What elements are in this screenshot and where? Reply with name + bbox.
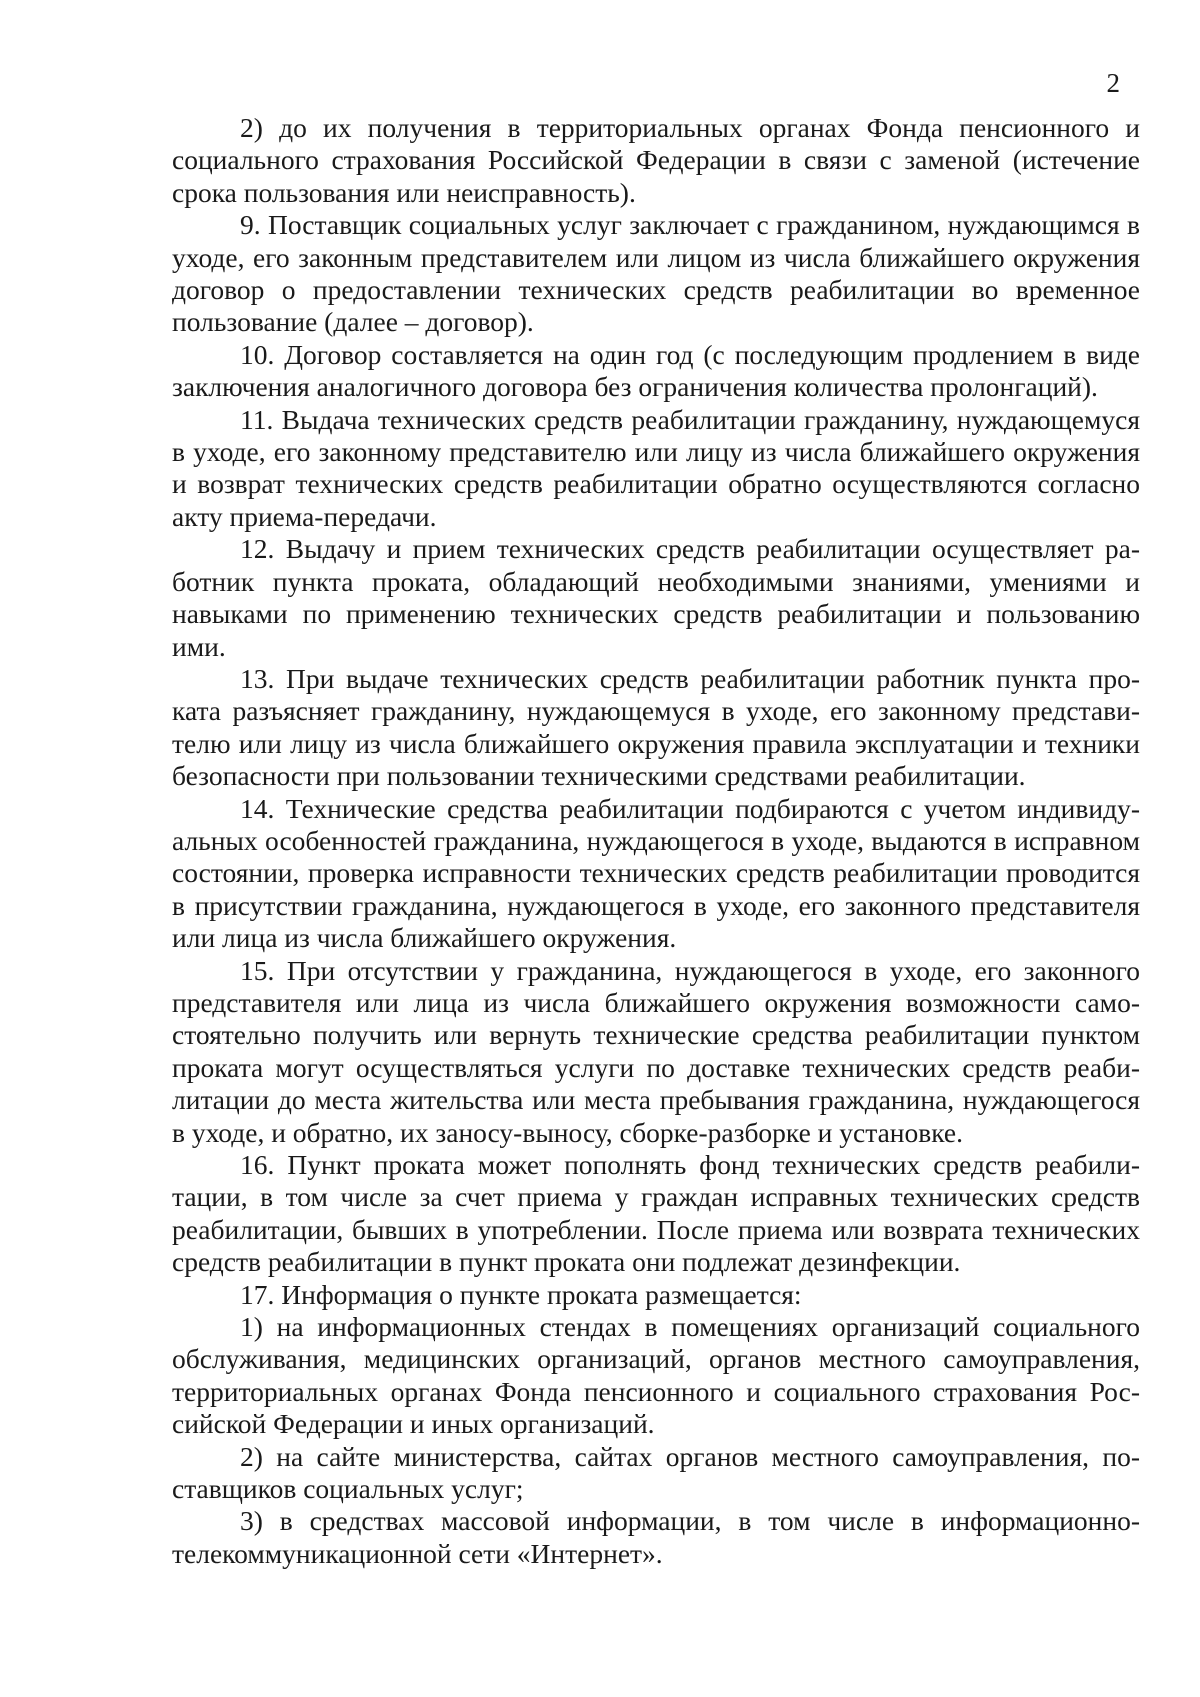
paragraph-17-3: 3) в средствах массовой информации, в том числе в информационно-телекоммуникационной сети «Интернет». [172, 1505, 1140, 1569]
paragraph-11: 11. Выдача технических средств реабилитации гражданину, нуждающемуся в уходе, его законному представителю или лицу из числа ближайшего окружения и возврат технических средств реабилитации обратно осуществляются согласно акту приема-передачи. [172, 403, 1140, 532]
paragraph-15: 15. При отсутствии у гражданина, нуждающегося в уходе, его законного представителя или лица из числа ближайшего окружения возможности самостоятельно получить или вернуть технические средства реабилитации пунктом проката могут осуществляться услуги по доставке технических средств реабилитации до места жительства или места пребывания гражданина, нуждающегося в уходе, и обратно, их заносу-выносу, сборке-разборке и установке. [172, 954, 1140, 1148]
page-number: 2 [1106, 68, 1120, 98]
paragraph-13: 13. При выдаче технических средств реабилитации работник пункта проката разъясняет гражданину, нуждающемуся в уходе, его законному представителю или лицу из числа ближайшего окружения правила эксплуатации и техники безопасности при пользовании техническими средствами реабилитации. [172, 662, 1140, 792]
paragraph-14: 14. Технические средства реабилитации подбираются с учетом индивидуальных особенностей гражданина, нуждающегося в уходе, выдаются в исправном состоянии, проверка исправности технических средств реабилитации проводится в присутствии гражданина, нуждающегося в уходе, его законного представителя или лица из числа ближайшего окружения. [172, 792, 1140, 954]
paragraph-8-2: 2) до их получения в территориальных органах Фонда пенсионного и социального страхования Российской Федерации в связи с заменой (истечение срока пользования или неисправность). [172, 112, 1140, 208]
paragraph-12: 12. Выдачу и прием технических средств реабилитации осуществляет работник пункта проката, обладающий необходимыми знаниями, умениями и навыками по применению технических средств реабилитации и пользованию ими. [172, 533, 1140, 662]
paragraph-17: 17. Информация о пункте проката размещается: [240, 1278, 802, 1310]
paragraph-9: 9. Поставщик социальных услуг заключает с гражданином, нуждающимся в уходе, его законным представителем или лицом из числа ближайшего окружения договор о предоставлении технических средств реабилитации во временное пользование (далее – договор). [172, 209, 1140, 338]
paragraph-17-2: 2) на сайте министерства, сайтах органов местного самоуправления, поставщиков социальных услуг; [172, 1440, 1140, 1505]
paragraph-16: 16. Пункт проката может пополнять фонд технических средств реабилитации, в том числе за счет приема у граждан исправных технических средств реабилитации, бывших в употреблении. После приема или возврата технических средств реабилитации в пункт проката они подлежат дезинфекции. [172, 1149, 1140, 1278]
paragraph-10: 10. Договор составляется на один год (с последующим продлением в виде заключения аналогичного договора без ограничения количества пролонгаций). [172, 338, 1140, 403]
document-body [172, 112, 1140, 1570]
paragraph-17-1: 1) на информационных стендах в помещениях организаций социального обслуживания, медицинских организаций, органов местного самоуправления, территориальных органах Фонда пенсионного и социального страхования Российской Федерации и иных организаций. [172, 1311, 1140, 1440]
